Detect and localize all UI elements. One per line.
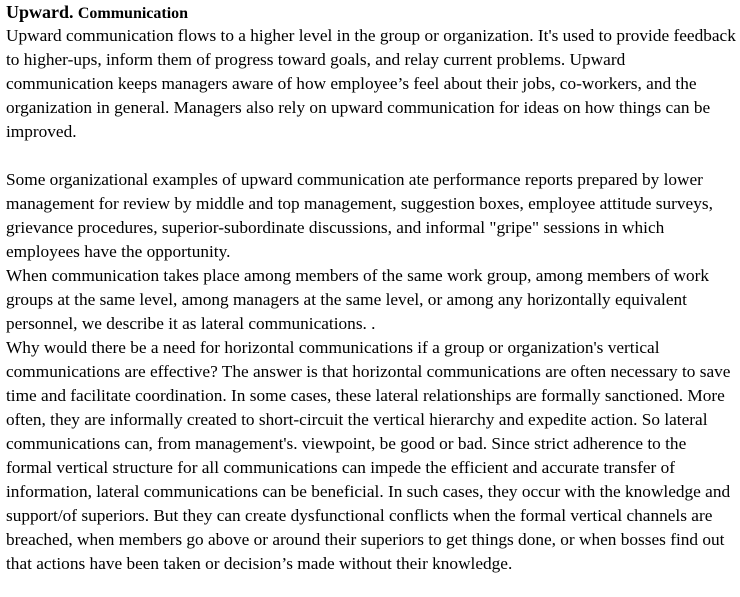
- paragraph-spacer: [6, 144, 736, 168]
- document-body: [6, 2, 736, 576]
- paragraph-lateral-need: Why would there be a need for horizontal communications if a group or organization's vertical communications are effective? The answer is that horizontal communications are often necessary to save time and facilitate coordination. In some cases, these lateral relationships are formally sanctioned. More often, they are informally created to short-circuit the vertical hierarchy and expedite action. So lateral communications can, from management's. viewpoint, be good or bad. Since strict adherence to the formal vertical structure for all communications can impede the efficient and accurate transfer of information, lateral communications can be beneficial. In such cases, they occur with the knowledge and support/of superiors. But they can create dysfunctional conflicts when the formal vertical channels are breached, when members go above or around their superiors to get things done, or when bosses find out that actions have been taken or decision’s made without their knowledge.: [6, 338, 731, 573]
- section-heading: [6, 2, 736, 24]
- paragraph-lateral-definition: When communication takes place among members of the same work group, among members of work groups at the same level, among managers at the same level, or among any horizontally equivalent personnel, we describe it as lateral communications. .: [6, 266, 710, 333]
- paragraph-upward-definition: Upward communication flows to a higher level in the group or organization. It's used to provide feedback to higher-ups, inform them of progress toward goals, and relay current problems. Upward communication keeps managers aware of how employee’s feel about their jobs, co-workers, and the organization in general. Managers also rely on upward communication for ideas on how things can be improved.: [6, 26, 736, 141]
- paragraph-upward-examples: Some organizational examples of upward communication ate performance reports prepared by lower management for review by middle and top management, suggestion boxes, employee attitude surveys, grievance procedures, superior-subordinate discussions, and informal "gripe" sessions in which employees have the opportunity.: [6, 170, 713, 261]
- heading-main: Upward.: [6, 2, 74, 22]
- heading-sub: Communication: [77, 5, 189, 22]
